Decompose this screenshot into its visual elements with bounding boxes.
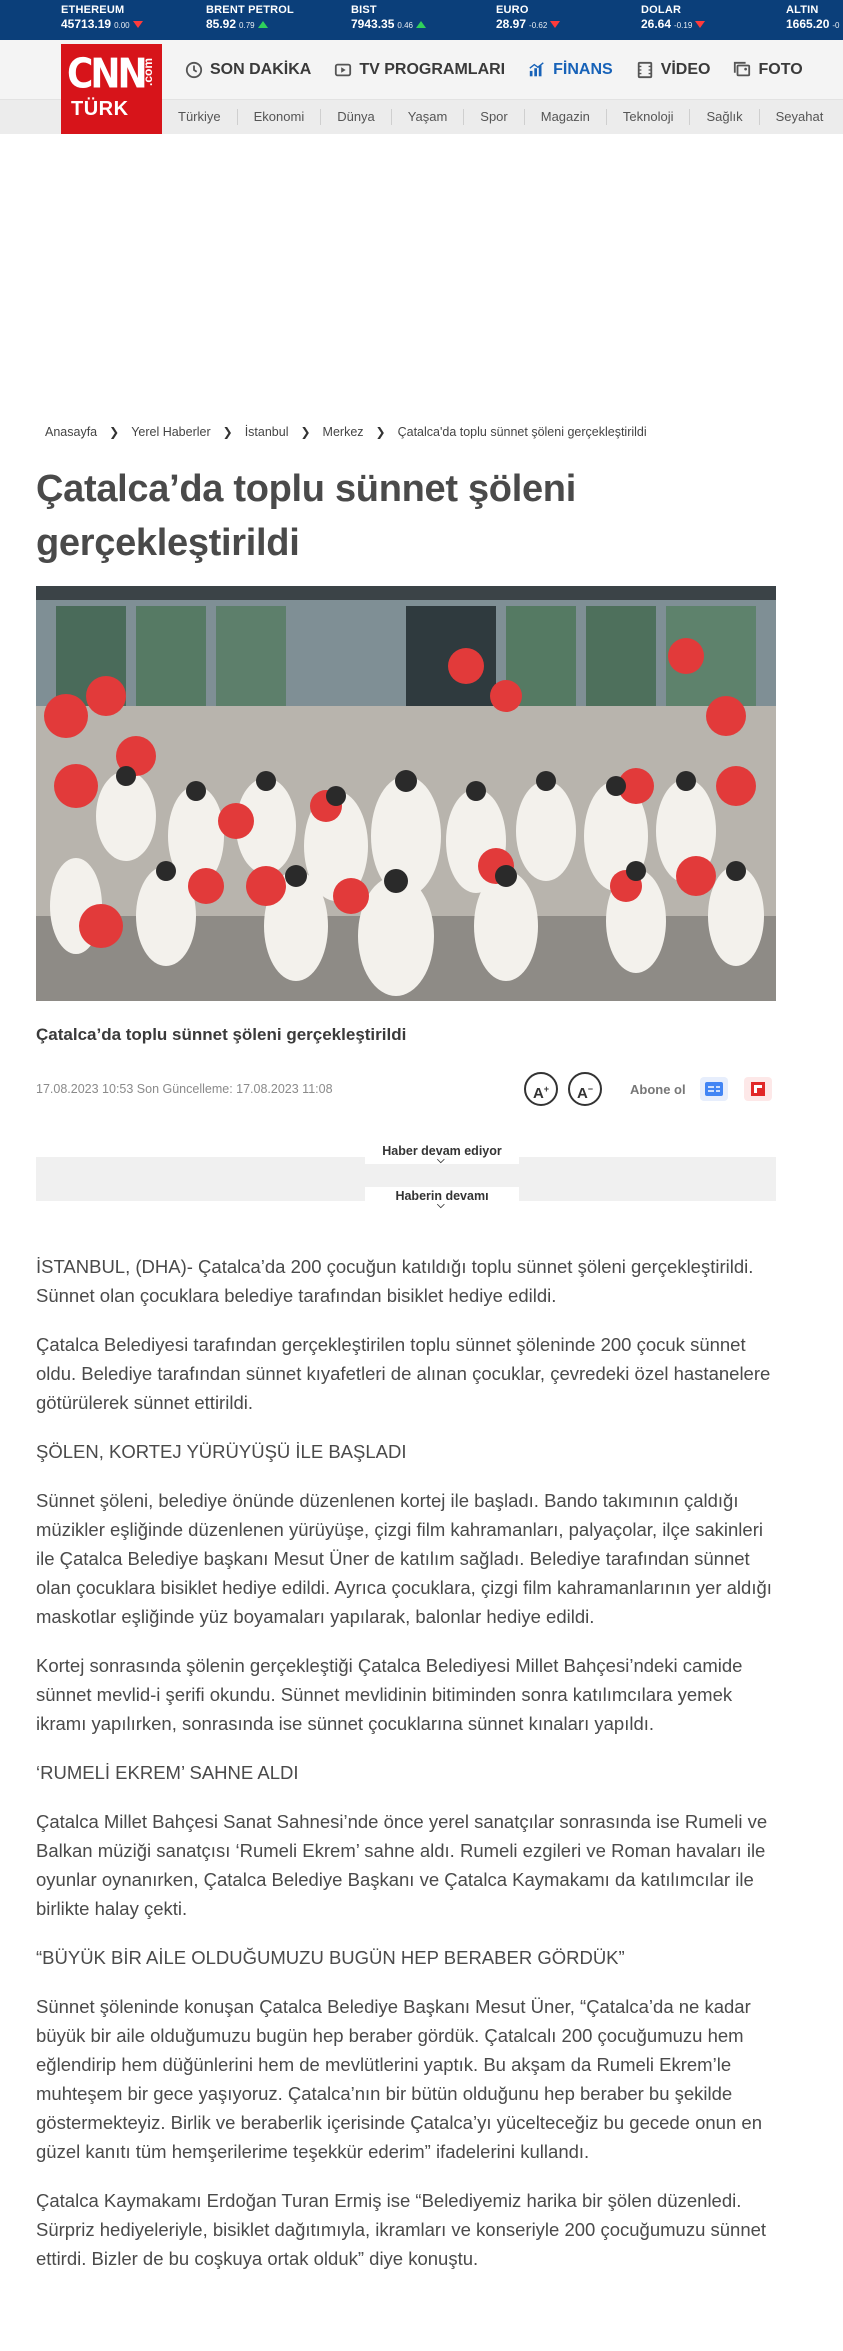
- ticker-change: 0.79: [239, 21, 255, 30]
- nav-video[interactable]: [635, 61, 711, 79]
- breadcrumb-home[interactable]: Anasayfa: [45, 425, 98, 439]
- subscribe-label: Abone ol: [630, 1082, 686, 1097]
- logo-brand-text: CNN: [67, 50, 145, 99]
- article-paragraph: Kortej sonrasında şölenin gerçekleştiği Çatalca Belediyesi Millet Bahçesi’ndeki camide sünnet mevlid-i şerifi okundu. Sünnet mevlidinin bitiminden sonra katılımcılara yemek ikramı yapılırken, sonrasında ise sünnet çocuklarına sünnet kınaları yapıldı.: [36, 1655, 743, 1734]
- article-subheading: ŞÖLEN, KORTEJ YÜRÜYÜŞÜ İLE BAŞLADI: [36, 1441, 407, 1462]
- article-paragraph: Çatalca Belediyesi tarafından gerçekleştirilen toplu sünnet şöleninde 200 çocuk sünnet oldu. Belediye tarafından sünnet kıyafetleri de alınan çocuklar, çevredeki özel hastanelere götürülerek sünnet ettirildi.: [36, 1334, 771, 1413]
- page-title: Çatalca’da toplu sünnet şöleni gerçekleştirildi: [36, 468, 576, 564]
- finance-chart-icon: [527, 61, 547, 79]
- font-decrease-label: A: [576, 1085, 588, 1102]
- category-dunya[interactable]: Dünya: [321, 109, 392, 125]
- category-magazin[interactable]: Magazin: [525, 109, 607, 125]
- chevron-right-icon: ❯: [300, 425, 311, 439]
- google-news-icon: [700, 1077, 728, 1101]
- ticker-name: BIST: [351, 4, 377, 16]
- logo-dotcom-text: .com: [141, 58, 155, 87]
- breadcrumb-merkez[interactable]: Merkez: [322, 425, 364, 439]
- breadcrumb-istanbul[interactable]: İstanbul: [244, 425, 289, 439]
- logo-sub-text: TÜRK: [71, 98, 129, 120]
- breadcrumb-current: Çatalca'da toplu sünnet şöleni gerçekleştirildi: [397, 425, 647, 439]
- google-news-button[interactable]: [700, 1077, 728, 1101]
- nav-label: SON DAKİKA: [210, 61, 312, 78]
- category-teknoloji[interactable]: Teknoloji: [607, 109, 691, 125]
- chevron-right-icon: ❯: [109, 425, 120, 439]
- ticker-item-ethereum[interactable]: [0, 0, 145, 40]
- image-caption: Çatalca’da toplu sünnet şöleni gerçekleştirildi: [36, 1025, 407, 1044]
- article-paragraph: Çatalca Kaymakamı Erdoğan Turan Ermiş ise “Belediyemiz harika bir şölen düzenledi. Sürpriz hediyeleriyle, bisiklet dağıtımıyla, ikramları ve konseriyle 200 çocuğumuzu sünnet ettirdi. Bizler de bu coşkuya ortak olduk” diye konuştu.: [36, 2190, 767, 2269]
- nav-foto[interactable]: [732, 61, 802, 79]
- ticker-name: ALTIN: [786, 4, 819, 16]
- publish-date: 17.08.2023 10:53 Son Güncelleme: 17.08.2023 11:08: [36, 1082, 333, 1096]
- ticker-change: -0: [832, 21, 840, 30]
- arrow-down-icon: [550, 21, 560, 28]
- breadcrumb-yerel-haberler[interactable]: Yerel Haberler: [131, 425, 211, 439]
- ticker-value: 28.97: [496, 17, 527, 31]
- article-paragraph: Sünnet şöleni, belediye önünde düzenlenen kortej ile başladı. Bando takımının çaldığı müzikler eşliğinde düzenlenen yürüyüşe, çizgi film kahramanları, palyaçolar, ilçe sakinleri ile Çatalca Belediye başkanı Mesut Üner de katılım sağladı. Belediye tarafından sünnet olan çocuklara bisiklet hediye edildi. Ayrıca çocuklara, çizgi film kahramanlarının yer aldığı maskotlar eşliğinde yüz boyamaları yapılarak, balonlar hediye edildi.: [36, 1490, 772, 1627]
- ticker-item-euro[interactable]: [435, 0, 580, 40]
- arrow-down-icon: [133, 21, 143, 28]
- ad-container: [36, 1144, 776, 1211]
- continue-top-text: Haber devam ediyor: [382, 1144, 502, 1158]
- ticker-item-dolar[interactable]: [580, 0, 725, 40]
- ticker-name: DOLAR: [641, 4, 682, 16]
- ticker-change: 0.00: [114, 21, 130, 30]
- ticker-value: 45713.19: [61, 17, 112, 31]
- category-saglik[interactable]: Sağlık: [690, 109, 759, 125]
- flipboard-icon: [744, 1077, 772, 1101]
- article-paragraph: İSTANBUL, (DHA)- Çatalca’da 200 çocuğun katıldığı toplu sünnet şöleni gerçekleştirildi. Sünnet olan çocuklara belediye tarafından bisiklet hediye edildi.: [36, 1256, 754, 1306]
- market-ticker: [0, 0, 843, 40]
- main-navigation: [184, 40, 803, 100]
- flipboard-button[interactable]: [744, 1077, 772, 1101]
- arrow-up-icon: [258, 21, 268, 28]
- chevron-right-icon: ❯: [375, 425, 386, 439]
- cnn-turk-logo[interactable]: [61, 44, 162, 134]
- ticker-item-brent[interactable]: [145, 0, 294, 40]
- category-seyahat[interactable]: Seyahat: [775, 109, 824, 124]
- font-decrease-button[interactable]: A−: [568, 1072, 602, 1106]
- arrow-down-icon: [695, 21, 705, 28]
- hero-photo-illustration: [36, 586, 776, 1001]
- chevron-right-icon: ❯: [222, 425, 233, 439]
- ticker-value: 1665.20: [786, 17, 830, 31]
- nav-tv-programlari[interactable]: [333, 61, 505, 79]
- article-subheading: “BÜYÜK BİR AİLE OLDUĞUMUZU BUGÜN HEP BERABER GÖRDÜK”: [36, 1947, 625, 1968]
- ticker-name: ETHEREUM: [61, 4, 125, 16]
- chevron-down-icon: ⌵: [437, 1155, 445, 1166]
- clock-icon: [184, 61, 204, 79]
- ticker-item-bist[interactable]: [290, 0, 435, 40]
- continue-bottom-button[interactable]: [365, 1187, 519, 1209]
- ticker-name: EURO: [496, 4, 529, 16]
- nav-label: FİNANS: [553, 61, 613, 78]
- article-body: [36, 1252, 776, 2293]
- font-increase-button[interactable]: A+: [524, 1072, 558, 1106]
- font-increase-label: A: [532, 1085, 544, 1102]
- category-spor[interactable]: Spor: [464, 109, 524, 125]
- breadcrumb: [45, 425, 647, 439]
- article-hero-image[interactable]: [36, 586, 776, 1001]
- ticker-item-altin[interactable]: [725, 0, 843, 40]
- nav-son-dakika[interactable]: [184, 61, 311, 79]
- ticker-change: -0.62: [529, 21, 548, 30]
- chevron-down-icon: ⌵: [437, 1200, 445, 1211]
- continue-top-label: [365, 1142, 519, 1164]
- article-paragraph: Sünnet şöleninde konuşan Çatalca Belediye Başkanı Mesut Üner, “Çatalca’da ne kadar büyük bir aile olduğumuzu bugün hep beraber gördük. Çatalcalı 200 çocuğumuzu hem eğlendirip hem düğünlerini hem de mevlütlerini yaptık. Bu akşam da Rumeli Ekrem’le muhteşem bir gece yaşıyoruz. Çatalca’nın bir bütün olduğunu hep beraber bu şekilde göstermekteyiz. Birlik ve beraberlik içerisinde Çatalca’yı yücelteceğiz bu gecede onun en güzel kanıtı tüm hemşerilerime teşekkür ederim” ifadelerini kullandı.: [36, 1996, 762, 2162]
- tv-play-icon: [333, 61, 353, 79]
- photo-gallery-icon: [732, 61, 752, 79]
- video-film-icon: [635, 61, 655, 79]
- ticker-value: 85.92: [206, 17, 237, 31]
- article-paragraph: Çatalca Millet Bahçesi Sanat Sahnesi’nde önce yerel sanatçılar sonrasında ise Rumeli ve Balkan müziği sanatçısı ‘Rumeli Ekrem’ sahne aldı. Rumeli ezgileri ve Roman havaları ile oyunlar oynanırken, Çatalca Belediye Başkanı ve Çatalca Kaymakamı da katılımcılar ile birlikte halay çekti.: [36, 1811, 768, 1919]
- ticker-value: 26.64: [641, 17, 672, 31]
- category-turkiye[interactable]: Türkiye: [162, 109, 238, 125]
- ticker-name: BRENT PETROL: [206, 4, 294, 16]
- continue-bottom-text: Haberin devamı: [395, 1189, 489, 1203]
- ticker-value: 7943.35: [351, 17, 395, 31]
- nav-label: VİDEO: [660, 61, 711, 78]
- nav-finans[interactable]: [527, 61, 613, 79]
- arrow-up-icon: [416, 21, 426, 28]
- category-ekonomi[interactable]: Ekonomi: [238, 109, 322, 125]
- article-subheading: ‘RUMELİ EKREM’ SAHNE ALDI: [36, 1762, 299, 1783]
- ticker-change: 0.46: [397, 21, 413, 30]
- category-yasam[interactable]: Yaşam: [392, 109, 465, 125]
- nav-label: FOTO: [758, 61, 803, 78]
- nav-label: TV PROGRAMLARI: [359, 61, 506, 78]
- ticker-change: -0.19: [674, 21, 693, 30]
